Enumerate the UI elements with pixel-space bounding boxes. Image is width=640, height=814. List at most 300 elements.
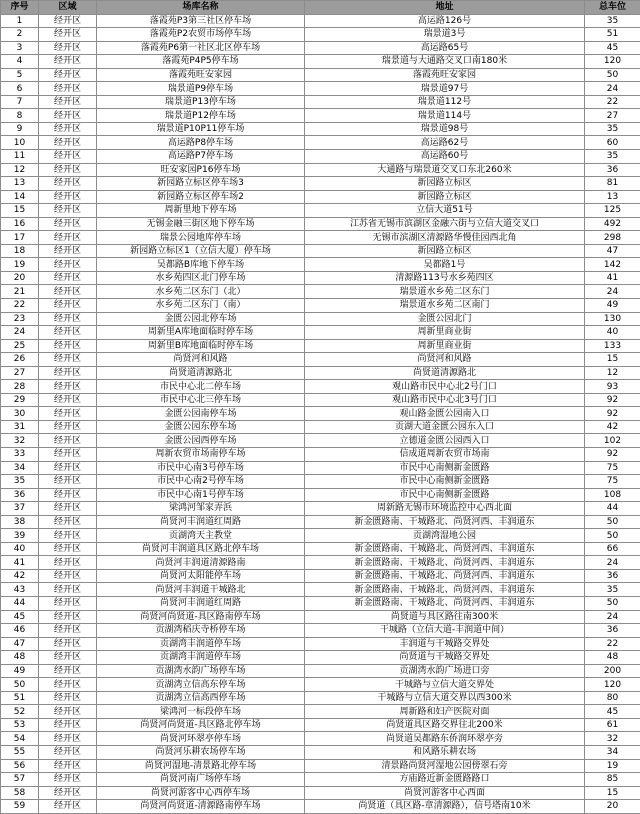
row-index: 32 [1, 434, 39, 448]
row-district: 经开区 [39, 149, 97, 163]
row-lot-name: 金匮公园东停车场 [97, 420, 305, 434]
row-index: 24 [1, 326, 39, 340]
row-lot-name: 梁鸿河一标段停车场 [97, 705, 305, 719]
table-row [1, 353, 640, 367]
row-total-spaces: 66 [585, 542, 640, 556]
row-address: 新金匮路南、干城路北、尚贤河西、丰润道东 [305, 542, 585, 556]
row-total-spaces: 298 [585, 231, 640, 245]
row-district: 经开区 [39, 258, 97, 272]
row-lot-name: 市民中心南2号停车场 [97, 475, 305, 489]
row-total-spaces: 15 [585, 353, 640, 367]
row-lot-name: 尚贤道清源路北 [97, 366, 305, 380]
table-row [1, 177, 640, 191]
row-total-spaces: 34 [585, 746, 640, 760]
row-lot-name: 瑞景公园地库停车场 [97, 231, 305, 245]
row-district: 经开区 [39, 420, 97, 434]
row-lot-name: 新园路立标区1（立信大厦）停车场 [97, 244, 305, 258]
row-lot-name: 尚贤河乐耕农场停车场 [97, 746, 305, 760]
row-district: 经开区 [39, 610, 97, 624]
row-total-spaces: 24 [585, 285, 640, 299]
row-total-spaces: 120 [585, 678, 640, 692]
row-index: 15 [1, 204, 39, 218]
row-lot-name: 贡湖湾天主教堂 [97, 529, 305, 543]
row-lot-name: 周新农贸市场南停车场 [97, 448, 305, 462]
header-lot-name: 场库名称 [97, 1, 305, 15]
row-lot-name: 尚贤河丰润道干城路北 [97, 583, 305, 597]
row-total-spaces: 80 [585, 691, 640, 705]
row-address: 瑞景道112号 [305, 95, 585, 109]
row-total-spaces: 60 [585, 136, 640, 150]
row-total-spaces: 27 [585, 109, 640, 123]
row-district: 经开区 [39, 529, 97, 543]
table-row [1, 380, 640, 394]
row-lot-name: 市民中心北二停车场 [97, 380, 305, 394]
row-lot-name: 水乡苑二区东门（南） [97, 298, 305, 312]
row-index: 52 [1, 705, 39, 719]
row-address: 周新里商业街 [305, 326, 585, 340]
row-lot-name: 吴都路B库地下停车场 [97, 258, 305, 272]
row-index: 19 [1, 258, 39, 272]
row-total-spaces: 36 [585, 163, 640, 177]
row-total-spaces: 75 [585, 475, 640, 489]
row-address: 吴都路1号 [305, 258, 585, 272]
row-lot-name: 水乡苑四区北门停车场 [97, 271, 305, 285]
table-row [1, 718, 640, 732]
row-district: 经开区 [39, 163, 97, 177]
row-total-spaces: 92 [585, 448, 640, 462]
row-total-spaces: 41 [585, 271, 640, 285]
row-lot-name: 尚贤河游客中心西停车场 [97, 786, 305, 800]
row-address: 尚贤道与干城路交界处 [305, 651, 585, 665]
row-district: 经开区 [39, 705, 97, 719]
table-row [1, 610, 640, 624]
row-total-spaces: 45 [585, 41, 640, 55]
row-district: 经开区 [39, 542, 97, 556]
row-lot-name: 周新里B库地面临时停车场 [97, 339, 305, 353]
row-district: 经开区 [39, 177, 97, 191]
row-index: 50 [1, 678, 39, 692]
row-district: 经开区 [39, 298, 97, 312]
table-row [1, 285, 640, 299]
table-row [1, 258, 640, 272]
row-address: 贡湖湾水韵广场进口旁 [305, 664, 585, 678]
table-row [1, 705, 640, 719]
row-district: 经开区 [39, 515, 97, 529]
row-index: 3 [1, 41, 39, 55]
table-row [1, 569, 640, 583]
row-total-spaces: 133 [585, 339, 640, 353]
header-total-spaces: 总车位 [585, 1, 640, 15]
row-district: 经开区 [39, 407, 97, 421]
table-row [1, 217, 640, 231]
table-row [1, 678, 640, 692]
row-address: 周新里商业街 [305, 339, 585, 353]
row-total-spaces: 85 [585, 773, 640, 787]
row-lot-name: 金匮公园南停车场 [97, 407, 305, 421]
table-row [1, 393, 640, 407]
row-district: 经开区 [39, 461, 97, 475]
table-row [1, 773, 640, 787]
table-row [1, 14, 640, 28]
row-district: 经开区 [39, 448, 97, 462]
row-district: 经开区 [39, 41, 97, 55]
row-total-spaces: 32 [585, 732, 640, 746]
row-total-spaces: 19 [585, 759, 640, 773]
row-address: 瑞景道与大通路交叉口南180米 [305, 55, 585, 69]
row-lot-name: 尚贤河丰润道红周路 [97, 515, 305, 529]
row-district: 经开区 [39, 271, 97, 285]
row-district: 经开区 [39, 217, 97, 231]
row-address: 尚贤道吴都路东侨润环翠亭旁 [305, 732, 585, 746]
row-district: 经开区 [39, 800, 97, 814]
row-address: 干城路（立信大道-丰润道中间） [305, 624, 585, 638]
table-row [1, 109, 640, 123]
table-row [1, 651, 640, 665]
row-index: 58 [1, 786, 39, 800]
row-district: 经开区 [39, 664, 97, 678]
table-row [1, 502, 640, 516]
row-district: 经开区 [39, 624, 97, 638]
row-total-spaces: 492 [585, 217, 640, 231]
row-district: 经开区 [39, 339, 97, 353]
table-row [1, 244, 640, 258]
row-address: 干城路与立信大道交界处 [305, 678, 585, 692]
row-total-spaces: 130 [585, 312, 640, 326]
row-district: 经开区 [39, 759, 97, 773]
row-lot-name: 高运路P8停车场 [97, 136, 305, 150]
row-district: 经开区 [39, 393, 97, 407]
row-lot-name: 尚贤河尚贤道-具区路北停车场 [97, 718, 305, 732]
row-address: 瑞景道水乡苑二区东门 [305, 285, 585, 299]
row-total-spaces: 92 [585, 407, 640, 421]
row-lot-name: 尚贤河丰润道具区路北停车场 [97, 542, 305, 556]
row-total-spaces: 35 [585, 14, 640, 28]
row-index: 35 [1, 475, 39, 489]
table-row [1, 407, 640, 421]
row-index: 33 [1, 448, 39, 462]
row-lot-name: 落霞苑P6第一社区北区停车场 [97, 41, 305, 55]
table-row [1, 312, 640, 326]
row-total-spaces: 108 [585, 488, 640, 502]
row-index: 14 [1, 190, 39, 204]
table-row [1, 298, 640, 312]
table-row [1, 420, 640, 434]
row-address: 周新路和妇产医院对面 [305, 705, 585, 719]
row-lot-name: 水乡苑二区东门（北） [97, 285, 305, 299]
row-lot-name: 尚贤河尚贤道-具区路南停车场 [97, 610, 305, 624]
row-total-spaces: 50 [585, 597, 640, 611]
row-lot-name: 尚贤河湿地-清景路北停车场 [97, 759, 305, 773]
row-total-spaces: 24 [585, 610, 640, 624]
row-address: 新园路立标区 [305, 244, 585, 258]
row-address: 方庙路近新金匮路路口 [305, 773, 585, 787]
row-address: 新金匮路南、干城路北、尚贤河西、丰润道东 [305, 597, 585, 611]
row-address: 尚贤道（具区路-章清源路），信号塔南10米 [305, 800, 585, 814]
row-lot-name: 周新里地下停车场 [97, 204, 305, 218]
row-total-spaces: 47 [585, 244, 640, 258]
row-lot-name: 市民中心南3号停车场 [97, 461, 305, 475]
row-lot-name: 落霞苑旺安家园 [97, 68, 305, 82]
row-district: 经开区 [39, 82, 97, 96]
row-address: 市民中心南侧新金匮路 [305, 475, 585, 489]
row-index: 56 [1, 759, 39, 773]
row-lot-name: 新园路立标区停车场3 [97, 177, 305, 191]
row-address: 贡湖湾湿地公园 [305, 529, 585, 543]
row-index: 44 [1, 597, 39, 611]
row-address: 干城路与立信大道交界以西300米 [305, 691, 585, 705]
row-index: 18 [1, 244, 39, 258]
row-address: 新金匮路南、干城路北、尚贤河西、丰润道东 [305, 569, 585, 583]
row-total-spaces: 50 [585, 68, 640, 82]
row-lot-name: 瑞景道P10P11停车场 [97, 122, 305, 136]
row-total-spaces: 42 [585, 420, 640, 434]
table-row [1, 190, 640, 204]
row-total-spaces: 15 [585, 786, 640, 800]
row-total-spaces: 92 [585, 393, 640, 407]
row-index: 1 [1, 14, 39, 28]
row-lot-name: 贡湖湾丰润道停车场 [97, 651, 305, 665]
row-address: 市民中心南侧新金匮路 [305, 461, 585, 475]
row-lot-name: 周新里A库地面临时停车场 [97, 326, 305, 340]
header-index: 序号 [1, 1, 39, 15]
row-index: 17 [1, 231, 39, 245]
table-row [1, 488, 640, 502]
row-total-spaces: 49 [585, 298, 640, 312]
row-district: 经开区 [39, 786, 97, 800]
row-index: 46 [1, 624, 39, 638]
row-district: 经开区 [39, 95, 97, 109]
row-total-spaces: 120 [585, 55, 640, 69]
row-index: 25 [1, 339, 39, 353]
row-district: 经开区 [39, 691, 97, 705]
row-total-spaces: 61 [585, 718, 640, 732]
row-index: 34 [1, 461, 39, 475]
row-address: 高运路65号 [305, 41, 585, 55]
row-index: 13 [1, 177, 39, 191]
row-index: 29 [1, 393, 39, 407]
row-address: 高运路126号 [305, 14, 585, 28]
row-district: 经开区 [39, 718, 97, 732]
table-row [1, 746, 640, 760]
header-row [1, 1, 640, 15]
row-total-spaces: 81 [585, 177, 640, 191]
row-index: 21 [1, 285, 39, 299]
row-address: 瑞景道114号 [305, 109, 585, 123]
table-row [1, 68, 640, 82]
row-total-spaces: 48 [585, 651, 640, 665]
row-address: 瑞景道98号 [305, 122, 585, 136]
table-row [1, 434, 640, 448]
row-address: 清景路尚贤河湿地公园傍翠石旁 [305, 759, 585, 773]
row-address: 立德道金匮公园西入口 [305, 434, 585, 448]
table-row [1, 122, 640, 136]
row-total-spaces: 24 [585, 82, 640, 96]
row-total-spaces: 36 [585, 569, 640, 583]
row-address: 无锡市滨湖区清源路华慢佳园西北角 [305, 231, 585, 245]
row-index: 7 [1, 95, 39, 109]
row-index: 10 [1, 136, 39, 150]
row-total-spaces: 22 [585, 95, 640, 109]
row-address: 落霞苑旺安家园 [305, 68, 585, 82]
row-district: 经开区 [39, 366, 97, 380]
row-total-spaces: 200 [585, 664, 640, 678]
table-body [1, 14, 640, 813]
row-lot-name: 贡湖湾丰润道停车场 [97, 637, 305, 651]
row-lot-name: 无锡金融三街区地下停车场 [97, 217, 305, 231]
row-total-spaces: 45 [585, 705, 640, 719]
row-index: 20 [1, 271, 39, 285]
table-row [1, 800, 640, 814]
row-address: 贡湖大道金匮公园东入口 [305, 420, 585, 434]
row-address: 信成道周新农贸市场南 [305, 448, 585, 462]
row-district: 经开区 [39, 231, 97, 245]
row-district: 经开区 [39, 136, 97, 150]
row-index: 11 [1, 149, 39, 163]
row-index: 54 [1, 732, 39, 746]
row-total-spaces: 93 [585, 380, 640, 394]
row-district: 经开区 [39, 312, 97, 326]
table-row [1, 597, 640, 611]
row-district: 经开区 [39, 569, 97, 583]
row-district: 经开区 [39, 502, 97, 516]
table-row [1, 231, 640, 245]
row-address: 新园路立标区 [305, 190, 585, 204]
row-index: 5 [1, 68, 39, 82]
row-address: 新金匮路南、干城路北、尚贤河西、丰润道东 [305, 515, 585, 529]
row-district: 经开区 [39, 651, 97, 665]
row-district: 经开区 [39, 55, 97, 69]
row-address: 观山路金匮公园南入口 [305, 407, 585, 421]
header-district: 区域 [39, 1, 97, 15]
row-index: 6 [1, 82, 39, 96]
row-lot-name: 瑞景道P13停车场 [97, 95, 305, 109]
row-total-spaces: 20 [585, 800, 640, 814]
row-address: 观山路市民中心北3号门口 [305, 393, 585, 407]
row-district: 经开区 [39, 353, 97, 367]
row-lot-name: 市民中心北三停车场 [97, 393, 305, 407]
row-index: 40 [1, 542, 39, 556]
row-index: 16 [1, 217, 39, 231]
row-index: 23 [1, 312, 39, 326]
row-address: 新金匮路南、干城路北、尚贤河西、丰润道东 [305, 556, 585, 570]
row-total-spaces: 142 [585, 258, 640, 272]
row-index: 9 [1, 122, 39, 136]
row-index: 30 [1, 407, 39, 421]
row-total-spaces: 35 [585, 583, 640, 597]
table-row [1, 475, 640, 489]
row-address: 新园路立标区 [305, 177, 585, 191]
row-lot-name: 市民中心南1号停车场 [97, 488, 305, 502]
row-total-spaces: 36 [585, 624, 640, 638]
table-row [1, 326, 640, 340]
table-row [1, 339, 640, 353]
table-row [1, 55, 640, 69]
row-total-spaces: 125 [585, 204, 640, 218]
row-total-spaces: 102 [585, 434, 640, 448]
row-total-spaces: 35 [585, 149, 640, 163]
row-total-spaces: 50 [585, 529, 640, 543]
row-lot-name: 尚贤河丰润道清源路南 [97, 556, 305, 570]
row-address: 尚贤河游客中心西面 [305, 786, 585, 800]
row-index: 59 [1, 800, 39, 814]
row-total-spaces: 22 [585, 637, 640, 651]
row-district: 经开区 [39, 204, 97, 218]
table-row [1, 271, 640, 285]
row-address: 尚贤道具区路交界往北200米 [305, 718, 585, 732]
row-index: 36 [1, 488, 39, 502]
row-district: 经开区 [39, 475, 97, 489]
row-lot-name: 落霞苑P3第三社区停车场 [97, 14, 305, 28]
row-district: 经开区 [39, 434, 97, 448]
row-total-spaces: 13 [585, 190, 640, 204]
row-total-spaces: 12 [585, 366, 640, 380]
table-row [1, 732, 640, 746]
row-address: 新金匮路南、干城路北、尚贤河西、丰润道东 [305, 583, 585, 597]
row-total-spaces: 40 [585, 326, 640, 340]
table-row [1, 448, 640, 462]
row-lot-name: 金匮公园西停车场 [97, 434, 305, 448]
row-index: 51 [1, 691, 39, 705]
table-row [1, 28, 640, 42]
row-index: 49 [1, 664, 39, 678]
row-lot-name: 旺安家园P16停车场 [97, 163, 305, 177]
row-total-spaces: 51 [585, 28, 640, 42]
row-lot-name: 贡湖湾立信高东停车场 [97, 678, 305, 692]
row-district: 经开区 [39, 109, 97, 123]
table-row [1, 637, 640, 651]
table-row [1, 163, 640, 177]
row-address: 高运路60号 [305, 149, 585, 163]
row-index: 37 [1, 502, 39, 516]
row-index: 12 [1, 163, 39, 177]
row-address: 和风路乐耕农场 [305, 746, 585, 760]
table-row [1, 786, 640, 800]
row-address: 尚贤道与具区路往南300米 [305, 610, 585, 624]
row-lot-name: 贡湖湾水韵广场停车场 [97, 664, 305, 678]
row-district: 经开区 [39, 190, 97, 204]
row-district: 经开区 [39, 68, 97, 82]
row-index: 55 [1, 746, 39, 760]
row-district: 经开区 [39, 488, 97, 502]
row-lot-name: 贡湖湾立信高西停车场 [97, 691, 305, 705]
table-row [1, 624, 640, 638]
row-index: 39 [1, 529, 39, 543]
row-address: 瑞景道97号 [305, 82, 585, 96]
table-row [1, 583, 640, 597]
row-district: 经开区 [39, 380, 97, 394]
row-district: 经开区 [39, 583, 97, 597]
row-index: 47 [1, 637, 39, 651]
row-lot-name: 尚贤河南广场停车场 [97, 773, 305, 787]
row-address: 高运路62号 [305, 136, 585, 150]
table-row [1, 691, 640, 705]
row-index: 42 [1, 569, 39, 583]
row-total-spaces: 50 [585, 515, 640, 529]
table-row [1, 664, 640, 678]
row-address: 立信大道51号 [305, 204, 585, 218]
row-lot-name: 尚贤河尚贤道-清源路南停车场 [97, 800, 305, 814]
row-lot-name: 瑞景道P9停车场 [97, 82, 305, 96]
row-index: 28 [1, 380, 39, 394]
table-row [1, 759, 640, 773]
row-index: 48 [1, 651, 39, 665]
row-lot-name: 瑞景道P12停车场 [97, 109, 305, 123]
table-row [1, 204, 640, 218]
row-address: 江苏省无锡市滨湖区金融六街与立信大道交叉口 [305, 217, 585, 231]
row-lot-name: 贡湖湾稻庆寺桥停车场 [97, 624, 305, 638]
row-district: 经开区 [39, 244, 97, 258]
row-address: 尚贤河和风路 [305, 353, 585, 367]
